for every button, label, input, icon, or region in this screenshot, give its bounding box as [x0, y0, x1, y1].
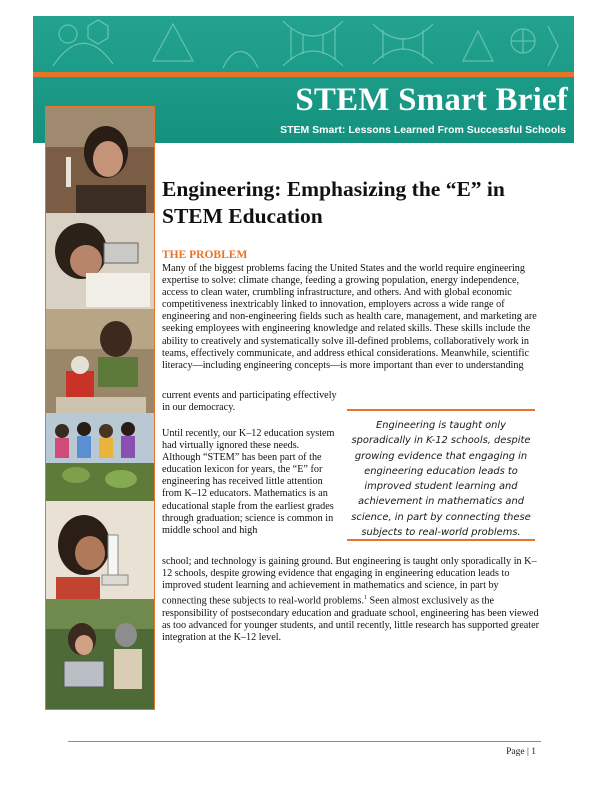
photo-robot-build [46, 309, 154, 413]
photo-column [45, 106, 155, 710]
footnote-marker: 1 [364, 595, 367, 602]
photo-student-with-test-tube [46, 107, 154, 213]
pull-quote-text: Engineering is taught only sporadically in K-12 schools, despite growing evidence that engaging in engineering education leads to improved student learning and achievement in mathematics and science, in part by connecting these subjects to real-world problems. [351, 420, 531, 539]
photo-student-with-calculator [46, 213, 154, 309]
brief-title: STEM Smart Brief [295, 82, 568, 118]
photo-students-garden [46, 413, 154, 501]
page-number: Page | 1 [506, 747, 536, 757]
photo-students-laptop-field [46, 599, 154, 709]
footer-rule [68, 741, 541, 742]
paragraph-2-end: Seen almost exclusively as the responsibility of postsecondary education and graduate school, engineering has been viewed as too advanced for younger students, and until recently, little research has supported greater integration at the K–12 level. [162, 595, 539, 643]
section-heading: THE PROBLEM [162, 249, 248, 261]
paragraph-2-start: Until recently, our K–12 education system had virtually ignored these needs. Although “STEM” has been part of the education lexicon for years, the “E” for engineering has received little attention from K–12 educators. Mathematics is an educational staple from the earliest grades through graduation; science is common in middle school and high [162, 428, 335, 536]
paragraph-1-end: current events and participating effectively in our democracy. [162, 390, 337, 414]
banner-accent-stripe [33, 72, 574, 77]
paragraph-2-text: school; and technology is gaining ground. But engineering is taught only sporadically in K–12 schools, despite growing evidence that engaging in engineering education leads to improved student learning and achievement in mathematics and science, in part by connecting these subjects to real-world problems. [162, 556, 537, 607]
photo-girl-microscope [46, 501, 154, 599]
pull-quote [347, 409, 535, 541]
paragraph-1: Many of the biggest problems facing the United States and the world require engineering expertise to solve: climate change, feeding a growing population, energy independence, access to clean water, crumbling infrastructure, and others. And with global economic competitiveness inextricably linked to innovation, employers across a wide range of engineering and non-engineering fields such as health care, management, and marketing are seeking employees with engineering knowledge and related skills. These skills include the ability to creatively and systematically solve ill-defined problems, collaboratively work in teams, effectively communicate, and address ethical considerations. Meanwhile, scientific literacy—including engineering concepts—is more important than ever to understanding [162, 263, 537, 371]
science-sketch-pattern [33, 16, 574, 72]
document-title: Engineering: Emphasizing the “E” in STEM Education [162, 177, 505, 228]
paragraph-2-continued [162, 556, 542, 644]
brief-subtitle: STEM Smart: Lessons Learned From Successful Schools [280, 124, 566, 136]
